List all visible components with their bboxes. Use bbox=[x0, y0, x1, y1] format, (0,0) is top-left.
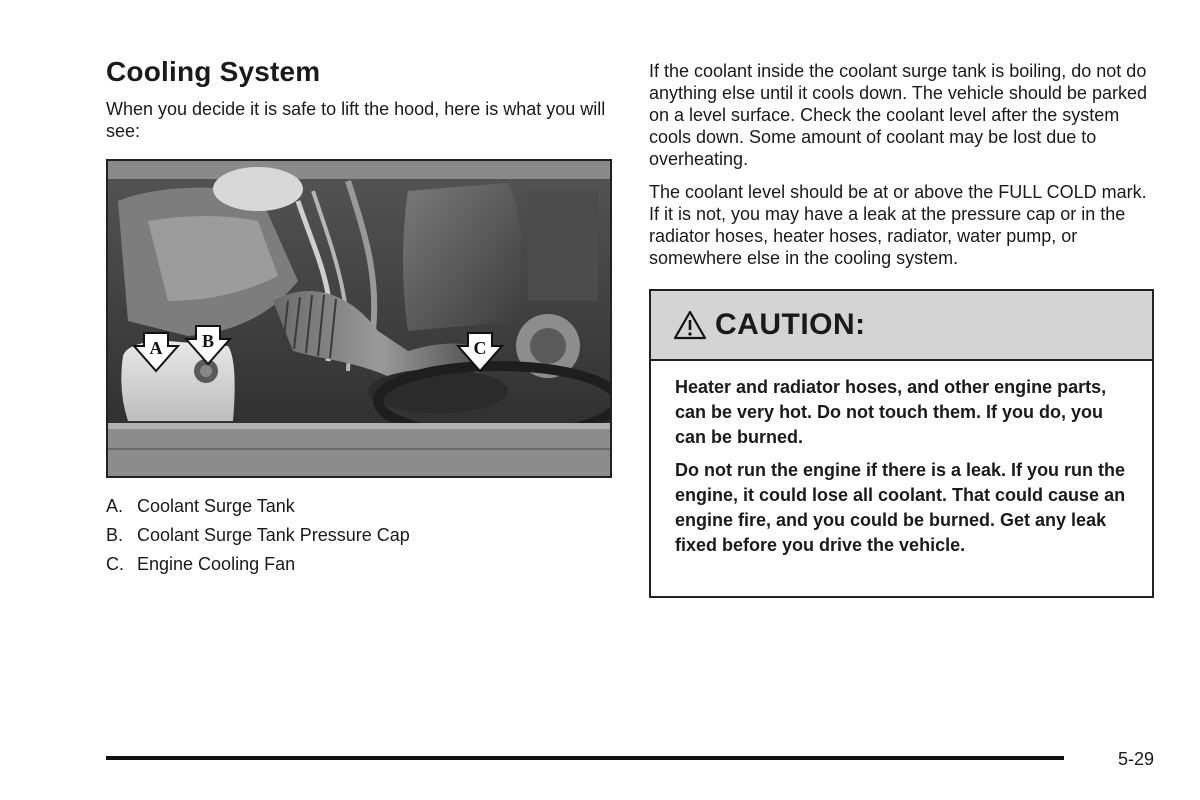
callout-c-label: C bbox=[473, 338, 487, 358]
body-paragraph: If the coolant inside the coolant surge tank is boiling, do not do anything else until it cools down. The vehicle should be parked on a level surface. Check the coolant level after the system cools down. Some amount of coolant may be lost due to overheating. bbox=[649, 61, 1147, 169]
footer-rule bbox=[106, 756, 1064, 760]
engine-bay-illustration bbox=[108, 161, 610, 476]
warning-triangle-icon bbox=[673, 310, 707, 340]
caution-paragraph: Heater and radiator hoses, and other engine parts, can be very hot. Do not touch them. If you do, you can be burned. bbox=[675, 377, 1107, 447]
legend-text: Coolant Surge Tank bbox=[137, 496, 295, 516]
caution-body bbox=[651, 361, 1152, 558]
legend-letter: A. bbox=[106, 496, 124, 516]
legend-letter: C. bbox=[106, 554, 124, 574]
legend-letter: B. bbox=[106, 525, 124, 545]
left-column bbox=[106, 56, 612, 579]
caution-paragraph: Do not run the engine if there is a leak. If you run the engine, it could lose all coolant. That could cause an engine fire, and you could be burned. Get any leak fixed before you drive the vehicle. bbox=[675, 460, 1126, 555]
caution-title: CAUTION: bbox=[715, 308, 866, 341]
legend-item bbox=[106, 550, 612, 579]
right-column bbox=[649, 60, 1155, 269]
callout-a-label: A bbox=[149, 338, 163, 358]
legend-item bbox=[106, 492, 612, 521]
engine-bay-photo bbox=[106, 159, 612, 478]
intro-paragraph: When you decide it is safe to lift the hood, here is what you will see: bbox=[106, 99, 606, 141]
body-paragraph: The coolant level should be at or above the FULL COLD mark. If it is not, you may have a leak at the pressure cap or in the radiator hoses, heater hoses, radiator, water pump, or somewhere else in the cooling system. bbox=[649, 182, 1147, 268]
page-number: 5-29 bbox=[1118, 749, 1155, 769]
legend-text: Coolant Surge Tank Pressure Cap bbox=[137, 525, 410, 545]
section-title: Cooling System bbox=[106, 56, 321, 87]
callout-b-label: B bbox=[201, 331, 215, 351]
figure-legend bbox=[106, 492, 612, 579]
legend-text: Engine Cooling Fan bbox=[137, 554, 296, 574]
legend-item bbox=[106, 521, 612, 550]
caution-box bbox=[649, 289, 1154, 598]
caution-header bbox=[651, 291, 1152, 361]
